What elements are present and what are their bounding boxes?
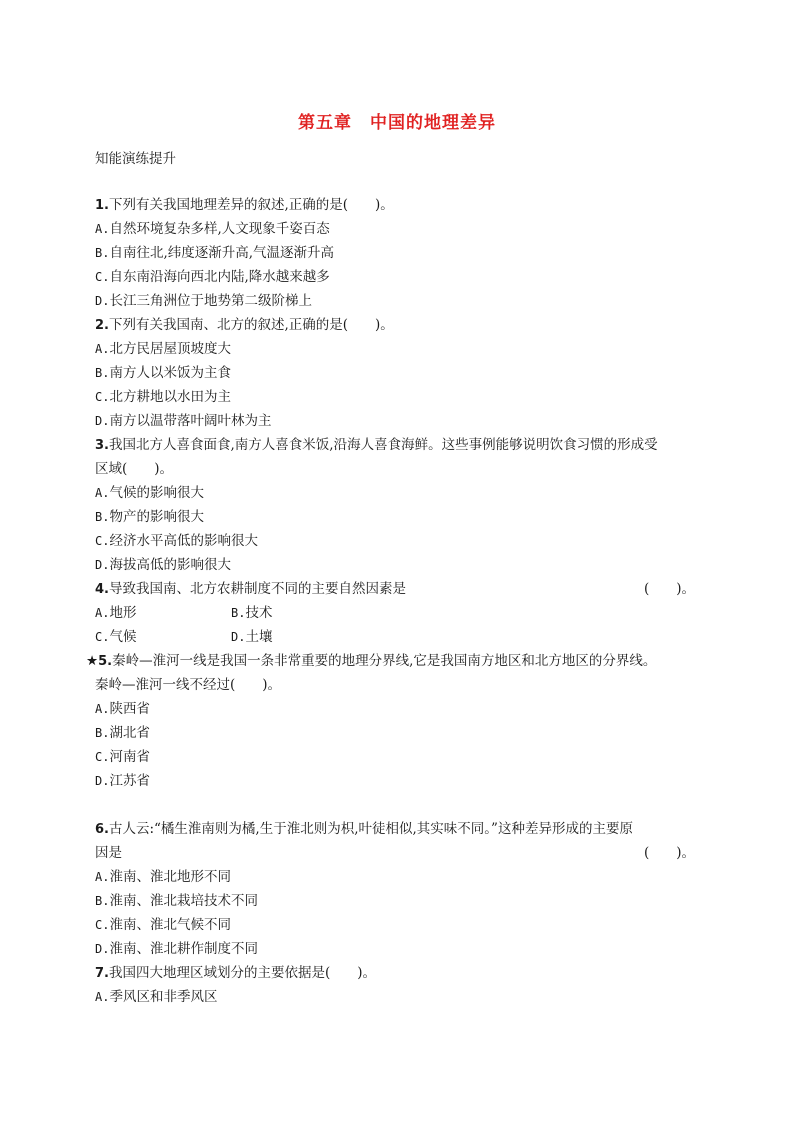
text-span: A. [95, 606, 110, 620]
text-span: 土壤 [245, 629, 273, 645]
text-span: 技术 [245, 605, 273, 621]
question-2 [95, 313, 695, 337]
text-span: C. [95, 390, 110, 404]
option [95, 553, 695, 577]
text-span: 海拔高低的影响很大 [109, 557, 231, 573]
option-row [95, 601, 695, 625]
option [95, 745, 695, 769]
text-span: D. [95, 774, 110, 788]
text-span: 经济水平高低的影响很大 [109, 533, 258, 549]
text-span: 地形 [109, 605, 137, 621]
option [95, 985, 695, 1009]
section-heading: 知能演练提升 [95, 151, 176, 167]
question-4 [95, 577, 695, 601]
text-span: 江苏省 [109, 773, 150, 789]
option [95, 889, 695, 913]
text-span: B. [95, 894, 110, 908]
text-span: 2. [95, 318, 109, 333]
question-1 [95, 193, 695, 217]
text-span: 南方以温带落叶阔叶林为主 [109, 413, 272, 429]
text-span: A. [95, 342, 110, 356]
text-span: 我国北方人喜食面食,南方人喜食米饭,沿海人喜食海鲜。这些事例能够说明饮食习惯的形成受 [108, 437, 658, 453]
text-span: C. [95, 750, 110, 764]
text-span: 7. [95, 966, 109, 981]
spacer [95, 793, 695, 817]
question-list [86, 193, 695, 1009]
answer-bracket: ( )。 [643, 581, 695, 597]
option [95, 385, 695, 409]
option [95, 217, 695, 241]
option [95, 265, 695, 289]
text-span: 3. [95, 438, 109, 453]
text-span: B. [95, 510, 110, 524]
option [95, 289, 695, 313]
star-icon: ★ [86, 653, 99, 669]
option [95, 865, 695, 889]
text-span: C. [95, 630, 110, 644]
option [95, 409, 695, 433]
option [95, 241, 695, 265]
answer-bracket: ( )。 [643, 845, 695, 861]
option [95, 529, 695, 553]
text-span: 下列有关我国地理差异的叙述,正确的是( )。 [108, 197, 394, 213]
option-row [95, 625, 695, 649]
option [95, 481, 695, 505]
text-span: 区域( )。 [95, 461, 174, 477]
text-span: D. [95, 414, 110, 428]
text-span: 北方民居屋顶坡度大 [109, 341, 231, 357]
option [95, 769, 695, 793]
option [95, 361, 695, 385]
option [95, 601, 231, 625]
question-5 [86, 649, 695, 673]
chapter-title: 第五章 中国的地理差异 [298, 113, 496, 133]
text-span: 南方人以米饭为主食 [109, 365, 231, 381]
text-span: 淮南、淮北气候不同 [109, 917, 231, 933]
text-span: 秦岭—淮河一线不经过( )。 [95, 677, 282, 693]
option [95, 721, 695, 745]
question-7 [95, 961, 695, 985]
text-span: A. [95, 990, 110, 1004]
text-span: 淮南、淮北栽培技术不同 [109, 893, 258, 909]
option [95, 913, 695, 937]
text-span: D. [95, 294, 110, 308]
text-span: 陕西省 [109, 701, 150, 717]
option [231, 601, 367, 625]
text-span: B. [95, 246, 110, 260]
text-span: B. [231, 606, 246, 620]
text-span: 湖北省 [109, 725, 150, 741]
option [95, 337, 695, 361]
option [95, 697, 695, 721]
text-span: 6. [95, 822, 109, 837]
text-span: C. [95, 270, 110, 284]
question-6-continued [95, 841, 695, 865]
question-5-continued [95, 673, 695, 697]
text-span: 自然环境复杂多样,人文现象千姿百态 [109, 221, 330, 237]
option [95, 937, 695, 961]
text-span: A. [95, 486, 110, 500]
text-span: 河南省 [109, 749, 150, 765]
text-span: D. [95, 942, 110, 956]
question-3-continued [95, 457, 695, 481]
option [95, 625, 231, 649]
option [231, 625, 367, 649]
text-span: 5. [98, 654, 113, 669]
text-span: 气候 [109, 629, 137, 645]
question-6 [95, 817, 695, 841]
text-span: 自东南沿海向西北内陆,降水越来越多 [109, 269, 330, 285]
text-span: A. [95, 870, 110, 884]
question-3 [95, 433, 695, 457]
text-span: 1. [95, 198, 109, 213]
text-span: 自南往北,纬度逐渐升高,气温逐渐升高 [109, 245, 335, 261]
text-span: C. [95, 534, 110, 548]
text-span: C. [95, 918, 110, 932]
text-span: 4. [95, 582, 109, 597]
text-span: 北方耕地以水田为主 [109, 389, 231, 405]
option [95, 505, 695, 529]
text-span: 我国四大地理区域划分的主要依据是( )。 [108, 965, 377, 981]
text-span: 因是 [95, 845, 122, 861]
text-span: 长江三角洲位于地势第二级阶梯上 [109, 293, 312, 309]
text-span: 气候的影响很大 [109, 485, 204, 501]
text-span: 古人云:“橘生淮南则为橘,生于淮北则为枳,叶徒相似,其实味不同。”这种差异形成的主要原 [108, 821, 633, 837]
text-span: D. [231, 630, 246, 644]
text-span: B. [95, 726, 110, 740]
text-span: D. [95, 558, 110, 572]
text-span: 下列有关我国南、北方的叙述,正确的是( )。 [108, 317, 394, 333]
text-span: 淮南、淮北耕作制度不同 [109, 941, 258, 957]
text-span: A. [95, 702, 110, 716]
text-span: B. [95, 366, 110, 380]
text-span: 导致我国南、北方农耕制度不同的主要自然因素是 [108, 581, 406, 597]
text-span: 秦岭—淮河一线是我国一条非常重要的地理分界线,它是我国南方地区和北方地区的分界线。 [112, 653, 657, 669]
text-span: 物产的影响很大 [109, 509, 204, 525]
text-span: A. [95, 222, 110, 236]
text-span: 季风区和非季风区 [109, 989, 218, 1005]
text-span: 淮南、淮北地形不同 [109, 869, 231, 885]
